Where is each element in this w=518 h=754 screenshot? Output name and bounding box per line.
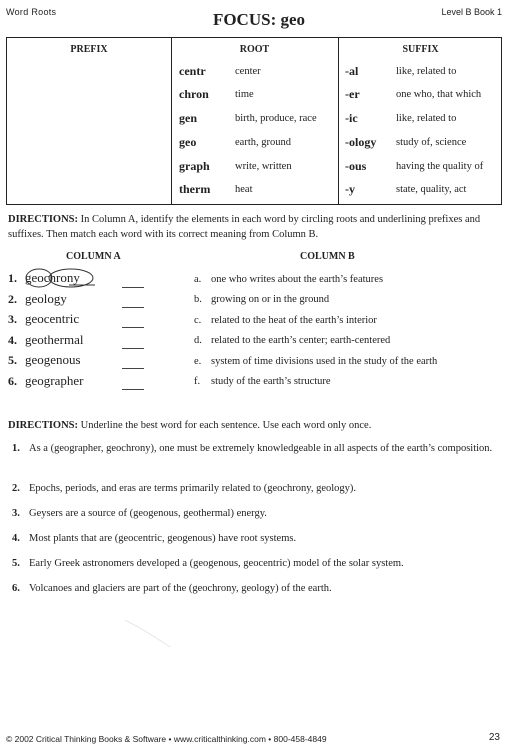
item-number: 4. — [12, 533, 20, 544]
item-number: 1. — [8, 271, 17, 285]
column-a-item — [8, 291, 67, 307]
item-letter: d. — [194, 335, 202, 346]
item-number: 3. — [12, 508, 20, 519]
sentence-item — [12, 481, 502, 496]
column-b-meaning: growing on or in the ground — [211, 294, 330, 305]
column-b-item — [194, 376, 331, 387]
root-heading: ROOT — [239, 44, 270, 55]
root-meaning: heat — [235, 184, 253, 195]
sentence-item — [12, 556, 502, 571]
item-letter: f. — [194, 376, 201, 387]
root-meaning: center — [235, 66, 261, 77]
directions-underline — [8, 418, 504, 433]
column-a-word[interactable]: geothermal — [25, 332, 84, 347]
root-part: geo — [179, 135, 197, 149]
item-letter: a. — [194, 274, 202, 285]
root-meaning: earth, ground — [235, 137, 291, 148]
column-b-item — [194, 335, 390, 346]
sentence-item — [12, 581, 502, 596]
column-b-item — [194, 315, 377, 326]
column-b-meaning: system of time divisions used in the study of the earth — [211, 356, 438, 367]
answer-blank[interactable] — [122, 327, 144, 328]
root-part: gen — [179, 111, 197, 125]
suffix-part: -al — [345, 64, 359, 78]
directions-text: Underline the best word for each sentence. Use each word only once. — [78, 420, 372, 431]
suffix-part: -ous — [345, 159, 367, 173]
column-b-item — [194, 356, 437, 367]
column-b-item — [194, 294, 329, 305]
header-section-label: Word Roots — [6, 7, 57, 17]
sentence-item — [12, 506, 502, 521]
suffix-part: -ic — [345, 111, 358, 125]
directions-label: DIRECTIONS: — [8, 420, 79, 431]
answer-blank[interactable] — [122, 389, 144, 390]
directions-label: DIRECTIONS: — [8, 214, 79, 225]
root-meaning: time — [235, 89, 254, 100]
header-level-label: Level B Book 1 — [441, 7, 502, 17]
table-divider — [338, 38, 339, 204]
root-part: centr — [179, 64, 206, 78]
root-part: therm — [179, 182, 211, 196]
sentence-item — [12, 441, 502, 456]
column-b-item — [194, 274, 383, 285]
suffix-meaning: like, related to — [396, 113, 457, 124]
column-a-word[interactable]: geocentric — [25, 311, 80, 326]
item-letter: b. — [194, 294, 202, 305]
answer-blank[interactable] — [122, 287, 144, 288]
answer-blank[interactable] — [122, 348, 144, 349]
item-letter: c. — [194, 315, 202, 326]
root-part: chron — [179, 87, 209, 101]
item-number: 2. — [12, 483, 20, 494]
pencil-mark — [120, 615, 180, 655]
word-parts-table — [6, 37, 502, 205]
column-b-heading: COLUMN B — [300, 251, 355, 262]
sentence-item — [12, 531, 502, 546]
item-letter: e. — [194, 356, 202, 367]
column-a-item — [8, 373, 83, 389]
sentence-text[interactable]: Epochs, periods, and eras are terms primarily related to (geochrony, geology). — [29, 483, 357, 494]
column-a-item — [8, 332, 83, 348]
item-number: 5. — [8, 353, 17, 367]
suffix-meaning: like, related to — [396, 66, 457, 77]
sentence-text[interactable]: Geysers are a source of (geogenous, geothermal) energy. — [29, 508, 267, 519]
item-number: 1. — [12, 443, 20, 454]
column-a-item — [8, 352, 81, 368]
column-b-meaning: one who writes about the earth’s features — [211, 274, 384, 285]
page-title: FOCUS: geo — [212, 10, 306, 29]
suffix-part: -ology — [345, 135, 377, 149]
sentence-text[interactable]: Early Greek astronomers developed a (geogenous, geocentric) model of the solar system. — [29, 558, 404, 569]
column-a-item — [8, 311, 79, 327]
suffix-part: -y — [345, 182, 355, 196]
column-a-word[interactable]: geochrony — [25, 270, 80, 285]
page-number: 23 — [488, 732, 500, 743]
item-number: 6. — [8, 374, 17, 388]
sentence-text[interactable]: Volcanoes and glaciers are part of the (geochrony, geology) of the earth. — [29, 583, 332, 594]
suffix-meaning: having the quality of — [396, 161, 484, 172]
item-number: 2. — [8, 292, 17, 306]
column-b-meaning: related to the heat of the earth’s interior — [211, 315, 377, 326]
item-number: 5. — [12, 558, 20, 569]
root-meaning: birth, produce, race — [235, 113, 317, 124]
prefix-heading: PREFIX — [70, 44, 108, 55]
suffix-heading: SUFFIX — [402, 44, 439, 55]
column-a-word[interactable]: geographer — [25, 373, 84, 388]
suffix-meaning: one who, that which — [396, 89, 482, 100]
item-number: 6. — [12, 583, 20, 594]
sentence-text[interactable]: Most plants that are (geocentric, geogenous) have root systems. — [29, 533, 297, 544]
column-b-meaning: related to the earth’s center; earth-centered — [211, 335, 391, 346]
root-meaning: write, written — [235, 161, 292, 172]
answer-blank[interactable] — [122, 368, 144, 369]
root-part: graph — [179, 159, 210, 173]
suffix-part: -er — [345, 87, 360, 101]
column-a-heading: COLUMN A — [66, 251, 121, 262]
suffix-meaning: study of, science — [396, 137, 467, 148]
item-number: 4. — [8, 333, 17, 347]
item-number: 3. — [8, 312, 17, 326]
copyright-footer: © 2002 Critical Thinking Books & Software • www.criticalthinking.com • 800-458-4849 — [6, 734, 327, 744]
column-a-word[interactable]: geogenous — [25, 352, 81, 367]
table-divider — [171, 38, 172, 204]
hand-drawn-circles-annotation — [25, 266, 105, 290]
directions-text: In Column A, identify the elements in each word by circling roots and underlining prefixes and suffixes. Then match each word with its correct meaning from Column B. — [8, 214, 481, 240]
answer-blank[interactable] — [122, 307, 144, 308]
directions-matching — [8, 212, 504, 242]
column-a-word[interactable]: geology — [25, 291, 67, 306]
column-b-meaning: study of the earth’s structure — [211, 376, 331, 387]
suffix-meaning: state, quality, act — [396, 184, 467, 195]
sentence-text[interactable]: As a (geographer, geochrony), one must be extremely knowledgeable in all aspects of the earth’s composition. — [29, 443, 493, 454]
